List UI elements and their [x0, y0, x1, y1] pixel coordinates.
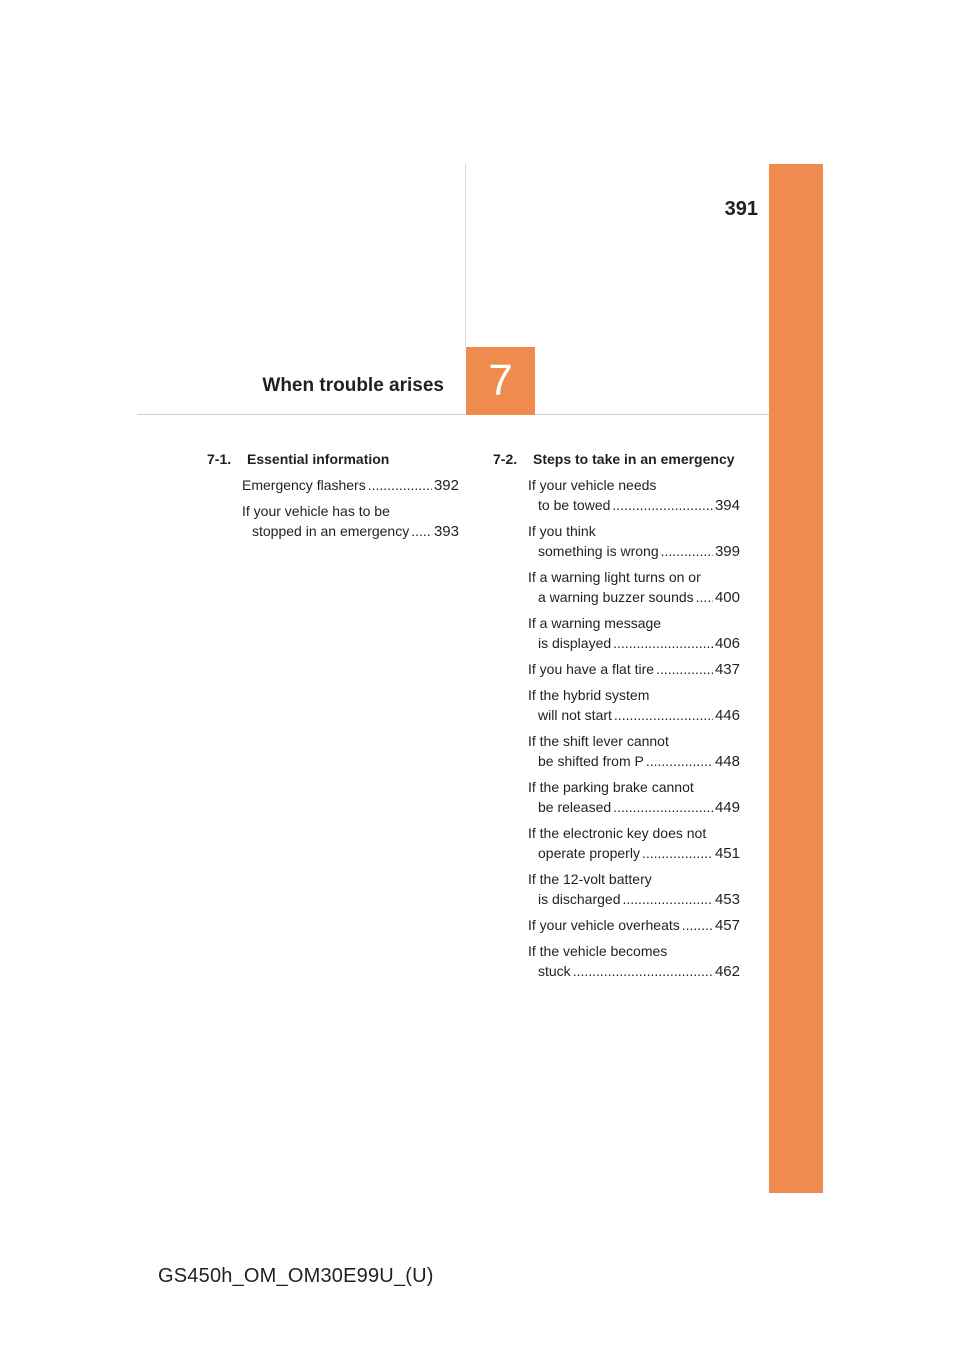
dot-leader: [623, 889, 713, 909]
toc-entry-subtitle: be released: [538, 799, 612, 815]
toc-entry-title: If the hybrid system: [528, 687, 650, 703]
chapter-title: When trouble arises: [262, 375, 444, 396]
toc-entry-row: [528, 751, 740, 772]
toc-page-ref[interactable]: 446: [714, 707, 740, 724]
toc-page-ref[interactable]: 451: [714, 845, 740, 862]
toc-entry[interactable]: [528, 823, 740, 864]
toc-entry-subtitle: stopped in an emergency: [252, 523, 410, 539]
chapter-number-box: 7: [466, 347, 535, 415]
chapter-side-tab: [769, 164, 823, 1193]
toc-entry-title: If the vehicle becomes: [528, 943, 668, 959]
toc-entry-row: [528, 541, 740, 562]
toc-page-ref[interactable]: 453: [714, 891, 740, 908]
toc-entry-row: [528, 659, 740, 680]
toc-entry-title: If a warning light turns on or: [528, 569, 701, 585]
toc-entry-title: If a warning message: [528, 615, 662, 631]
toc-page-ref[interactable]: 406: [714, 635, 740, 652]
page-number: 391: [724, 198, 758, 220]
dot-leader: [614, 705, 713, 725]
toc-entry-subtitle: is displayed: [538, 635, 612, 651]
section-heading: [493, 449, 740, 469]
toc-page-ref[interactable]: 393: [433, 523, 459, 540]
toc-entry-row: [528, 889, 740, 910]
toc-entry-row: [242, 475, 459, 496]
toc-entry-row: [528, 495, 740, 516]
toc-entry[interactable]: [242, 501, 459, 542]
toc-entry[interactable]: [528, 685, 740, 726]
toc-page-ref[interactable]: 462: [714, 963, 740, 980]
dot-leader: [646, 751, 713, 771]
header-vertical-rule: [465, 164, 466, 347]
toc-entry-title: If your vehicle overheats: [528, 917, 680, 933]
dot-leader: [573, 961, 713, 981]
toc-entry-title: If the parking brake cannot: [528, 779, 694, 795]
toc-entry-row: [528, 587, 740, 608]
toc-entry-title: Emergency flashers: [242, 477, 366, 493]
toc-entry[interactable]: [242, 475, 459, 496]
header-horizontal-rule: [137, 414, 769, 415]
toc-entry-subtitle: will not start: [538, 707, 612, 723]
toc-entry-title: If your vehicle has to be: [242, 503, 390, 519]
toc-entry[interactable]: [528, 777, 740, 818]
toc-page-ref[interactable]: 394: [714, 497, 740, 514]
toc-entry-subtitle: to be towed: [538, 497, 611, 513]
toc-page-ref[interactable]: 448: [714, 753, 740, 770]
section-number: 7-2.: [493, 451, 518, 467]
toc-page-ref[interactable]: 449: [714, 799, 740, 816]
toc-page-ref[interactable]: 400: [714, 589, 740, 606]
toc-page-ref[interactable]: 457: [714, 917, 740, 934]
toc-entry-subtitle: operate properly: [538, 845, 640, 861]
toc-entry[interactable]: [528, 475, 740, 516]
section-title: Steps to take in an emergency: [533, 451, 735, 467]
toc-entry-row: [528, 797, 740, 818]
toc-right-column: [493, 449, 740, 987]
toc-entry-row: [242, 521, 459, 542]
toc-entry-subtitle: a warning buzzer sounds: [538, 589, 694, 605]
toc-entry-subtitle: be shifted from P: [538, 753, 644, 769]
dot-leader: [642, 843, 713, 863]
dot-leader: [696, 587, 713, 607]
toc-entry-row: [528, 705, 740, 726]
toc-page-ref[interactable]: 399: [714, 543, 740, 560]
toc-entry[interactable]: [528, 521, 740, 562]
toc-entry[interactable]: [528, 941, 740, 982]
dot-leader: [612, 495, 713, 515]
toc-entry-subtitle: is discharged: [538, 891, 621, 907]
section-number: 7-1.: [207, 451, 232, 467]
dot-leader: [411, 521, 432, 541]
dot-leader: [613, 797, 713, 817]
toc-entry[interactable]: [528, 915, 740, 936]
toc-entry-row: [528, 961, 740, 982]
toc-entry-row: [528, 843, 740, 864]
toc-entry[interactable]: [528, 869, 740, 910]
section-title: Essential information: [247, 451, 390, 467]
toc-page-ref[interactable]: 437: [714, 661, 740, 678]
dot-leader: [661, 541, 713, 561]
toc-entry-title: If the 12-volt battery: [528, 871, 652, 887]
toc-page-ref[interactable]: 392: [433, 477, 459, 494]
toc-entry-title: If the electronic key does not: [528, 825, 707, 841]
dot-leader: [656, 659, 713, 679]
toc-entry-row: [528, 633, 740, 654]
dot-leader: [613, 633, 713, 653]
toc-entries: [528, 475, 740, 982]
toc-left-column: [207, 449, 459, 547]
toc-entry[interactable]: [528, 659, 740, 680]
toc-entry-title: If you think: [528, 523, 596, 539]
toc-entry-title: If the shift lever cannot: [528, 733, 669, 749]
toc-entry-subtitle: stuck: [538, 963, 571, 979]
toc-entries: [242, 475, 459, 542]
toc-entry-subtitle: something is wrong: [538, 543, 659, 559]
toc-entry[interactable]: [528, 731, 740, 772]
dot-leader: [682, 915, 713, 935]
toc-entry[interactable]: [528, 567, 740, 608]
toc-entry-title: If your vehicle needs: [528, 477, 657, 493]
toc-entry-row: [528, 915, 740, 936]
toc-entry-title: If you have a flat tire: [528, 661, 655, 677]
dot-leader: [368, 475, 432, 495]
toc-entry[interactable]: [528, 613, 740, 654]
section-heading: [207, 449, 459, 469]
document-code: GS450h_OM_OM30E99U_(U): [158, 1265, 434, 1287]
